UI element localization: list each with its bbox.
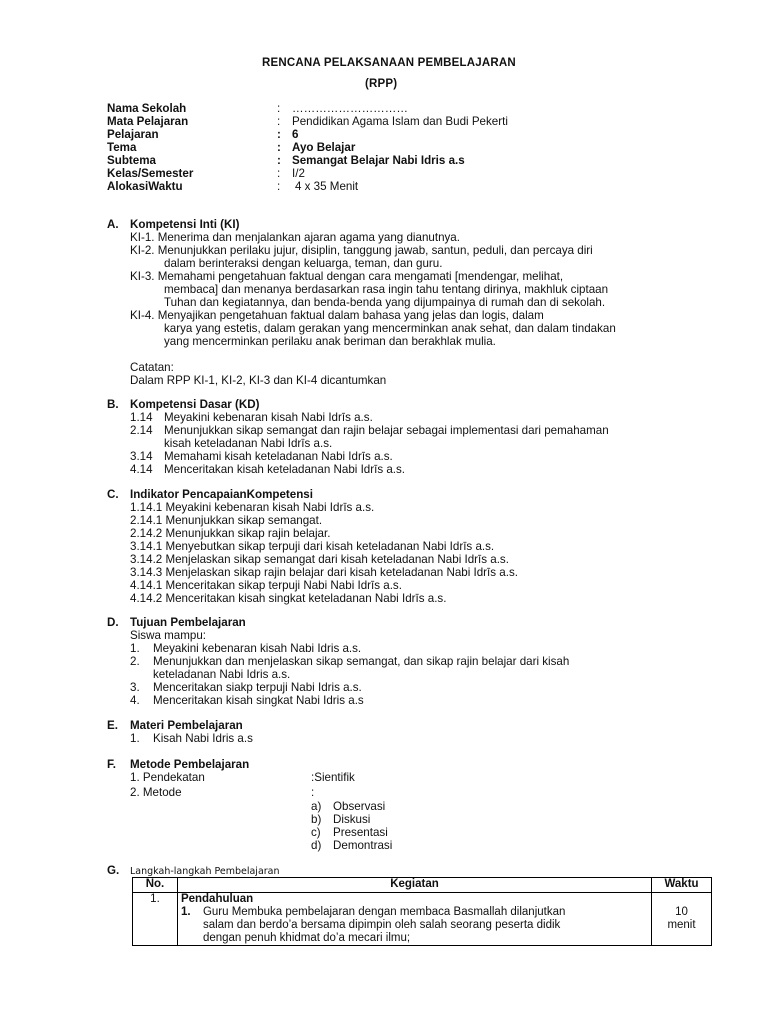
note-label: Catatan: (130, 361, 174, 374)
identity-value: I/2 (292, 167, 305, 180)
method-text: Diskusi (333, 813, 371, 826)
kd-text: Menunjukkan sikap semangat dan rajin belajar sebagai implementasi dari pemahaman (164, 424, 609, 437)
section-heading: Materi Pembelajaran (130, 719, 243, 732)
activity-step (181, 906, 648, 945)
ki-line: Tuhan dan kegiatannya, dan benda-benda yang dijumpainya di rumah dan di sekolah. (164, 296, 606, 309)
column-header-activity: Kegiatan (177, 878, 651, 893)
kd-number: 3.14 (130, 450, 153, 463)
identity-separator: : (277, 115, 281, 128)
ki-line: yang mencerminkan perilaku anak beriman dan berakhlak mulia. (164, 335, 496, 348)
method-letter: b) (311, 813, 322, 826)
kd-number: 2.14 (130, 424, 153, 437)
method-text: Observasi (333, 800, 386, 813)
method-separator: : (311, 786, 315, 799)
identity-separator: : (277, 154, 281, 167)
section-letter: F. (107, 758, 117, 771)
step-line: dengan penuh khidmat do’a mecari ilmu; (202, 932, 411, 944)
section-letter: B. (107, 398, 119, 411)
ki-line: dalam berinteraksi dengan keluarga, teman, dan guru. (164, 257, 443, 270)
identity-separator: : (277, 180, 281, 193)
objective-text: Menunjukkan dan menjelaskan sikap semangat, dan sikap rajin belajar dari kisah (153, 655, 570, 668)
identity-label: Tema (107, 141, 137, 154)
identity-value: 6 (292, 128, 299, 141)
identity-label: Pelajaran (107, 128, 159, 141)
objective-number: 1. (130, 642, 140, 655)
indicator-item: 2.14.1 Menunjukkan sikap semangat. (130, 514, 323, 527)
method-letter: c) (311, 826, 321, 839)
time-value: 10 (675, 906, 688, 918)
identity-separator: : (277, 102, 281, 115)
section-heading: Langkah-langkah Pembelajaran (130, 866, 280, 877)
identity-value: Semangat Belajar Nabi Idris a.s (292, 154, 465, 167)
ki-line: KI-2. Menunjukkan perilaku jujur, disiplin, tanggung jawab, santun, peduli, dan percaya diri (130, 244, 593, 257)
step-line: Guru Membuka pembelajaran dengan membaca Basmallah dilanjutkan (202, 906, 566, 918)
indicator-item: 3.14.3 Menjelaskan sikap rajin belajar dari kisah keteladanan Nabi Idrīs a.s. (130, 566, 518, 579)
step-line: salam dan berdo’a bersama dipimpin oleh salah seorang peserta didik (202, 919, 561, 931)
ki-line: karya yang estetis, dalam gerakan yang mencerminkan anak sehat, dan dalam tindakan (164, 322, 616, 335)
time-unit: menit (667, 919, 696, 931)
identity-label: Kelas/Semester (107, 167, 194, 180)
kd-text: Menceritakan kisah keteladanan Nabi Idrīs a.s. (164, 463, 406, 476)
section-letter: E. (107, 719, 118, 732)
section-heading: Metode Pembelajaran (130, 758, 250, 771)
identity-label: Subtema (107, 154, 156, 167)
kd-number: 4.14 (130, 463, 153, 476)
step-number: 1. (180, 906, 191, 918)
approach-value: :Sientifik (311, 771, 355, 784)
method-letter: a) (311, 800, 322, 813)
ki-line: membaca] dan menanya berdasarkan rasa ingin tahu tentang dirinya, makhluk ciptaan (164, 283, 609, 296)
indicator-item: 3.14.1 Menyebutkan sikap terpuji dari kisah keteladanan Nabi Idrīs a.s. (130, 540, 495, 553)
ki-line: KI-3. Memahami pengetahuan faktual dengan cara mengamati [mendengar, melihat, (130, 270, 564, 283)
objective-number: 3. (130, 681, 140, 694)
section-letter: G. (107, 864, 120, 877)
objective-text: Menceritakan siakp terpuji Nabi Idris a.s. (153, 681, 362, 694)
identity-separator: : (277, 167, 281, 180)
objective-text: Menceritakan kisah singkat Nabi Idris a.s (153, 694, 364, 707)
method-text: Demontrasi (333, 839, 393, 852)
document-subtitle: (RPP) (365, 78, 398, 90)
kd-text: Memahami kisah keteladanan Nabi Idrīs a.s. (164, 450, 393, 463)
ki-line: KI-1. Menerima dan menjalankan ajaran agama yang dianutnya. (130, 231, 460, 244)
section-letter: C. (107, 488, 119, 501)
section-heading: Tujuan Pembelajaran (130, 616, 246, 629)
identity-separator: : (277, 141, 281, 154)
kd-text: Meyakini kebenaran kisah Nabi Idrīs a.s. (164, 411, 373, 424)
identity-value: Pendidikan Agama Islam dan Budi Pekerti (292, 115, 508, 128)
method-letter: d) (311, 839, 322, 852)
objective-text: Meyakini kebenaran kisah Nabi Idris a.s. (153, 642, 362, 655)
note-text: Dalam RPP KI-1, KI-2, KI-3 dan KI-4 dicantumkan (130, 374, 387, 387)
identity-value: ………………………… (292, 102, 408, 115)
step-text (203, 906, 565, 945)
indicator-item: 1.14.1 Meyakini kebenaran kisah Nabi Idrīs a.s. (130, 501, 375, 514)
material-number: 1. (130, 732, 140, 745)
kd-text: kisah keteladanan Nabi Idrīs a.s. (164, 437, 333, 450)
indicator-item: 4.14.2 Menceritakan kisah singkat keteladanan Nabi Idrīs a.s. (130, 592, 447, 605)
identity-value: Ayo Belajar (292, 141, 356, 154)
identity-label: AlokasiWaktu (107, 180, 183, 193)
section-letter: A. (107, 218, 119, 231)
section-letter: D. (107, 616, 119, 629)
column-header-no: No. (133, 878, 178, 893)
method-text: Presentasi (333, 826, 388, 839)
indicator-item: 3.14.2 Menjelaskan sikap semangat dari kisah keteladanan Nabi Idrīs a.s. (130, 553, 509, 566)
material-text: Kisah Nabi Idris a.s (153, 732, 253, 745)
objective-number: 4. (130, 694, 140, 707)
indicator-item: 4.14.1 Menceritakan sikap terpuji Nabi Nabi Idrīs a.s. (130, 579, 402, 592)
identity-separator: : (277, 128, 281, 141)
objective-number: 2. (130, 655, 140, 668)
column-header-time: Waktu (652, 878, 712, 893)
time-cell (652, 893, 712, 946)
table-row (133, 893, 712, 946)
section-heading: Indikator PencapaianKompetensi (130, 488, 313, 501)
identity-label: Nama Sekolah (107, 102, 187, 115)
section-heading: Kompetensi Inti (KI) (130, 218, 240, 231)
activity-title: Pendahuluan (180, 893, 254, 905)
activity-cell (177, 893, 651, 946)
indicator-item: 2.14.2 Menunjukkan sikap rajin belajar. (130, 527, 331, 540)
identity-label: Mata Pelajaran (107, 115, 189, 128)
row-number: 1. (133, 893, 178, 946)
section-heading: Kompetensi Dasar (KD) (130, 398, 260, 411)
table-header-row (133, 878, 712, 893)
steps-table (132, 877, 712, 946)
kd-number: 1.14 (130, 411, 153, 424)
approach-label: 1. Pendekatan (130, 771, 205, 784)
ki-line: KI-4. Menyajikan pengetahuan faktual dalam bahasa yang jelas dan logis, dalam (130, 309, 544, 322)
method-label: 2. Metode (130, 786, 182, 799)
objective-text: keteladanan Nabi Idris a.s. (153, 668, 291, 681)
objective-intro: Siswa mampu: (130, 629, 207, 642)
identity-value: 4 x 35 Menit (295, 180, 359, 193)
document-title: RENCANA PELAKSANAAN PEMBELAJARAN (262, 57, 516, 69)
